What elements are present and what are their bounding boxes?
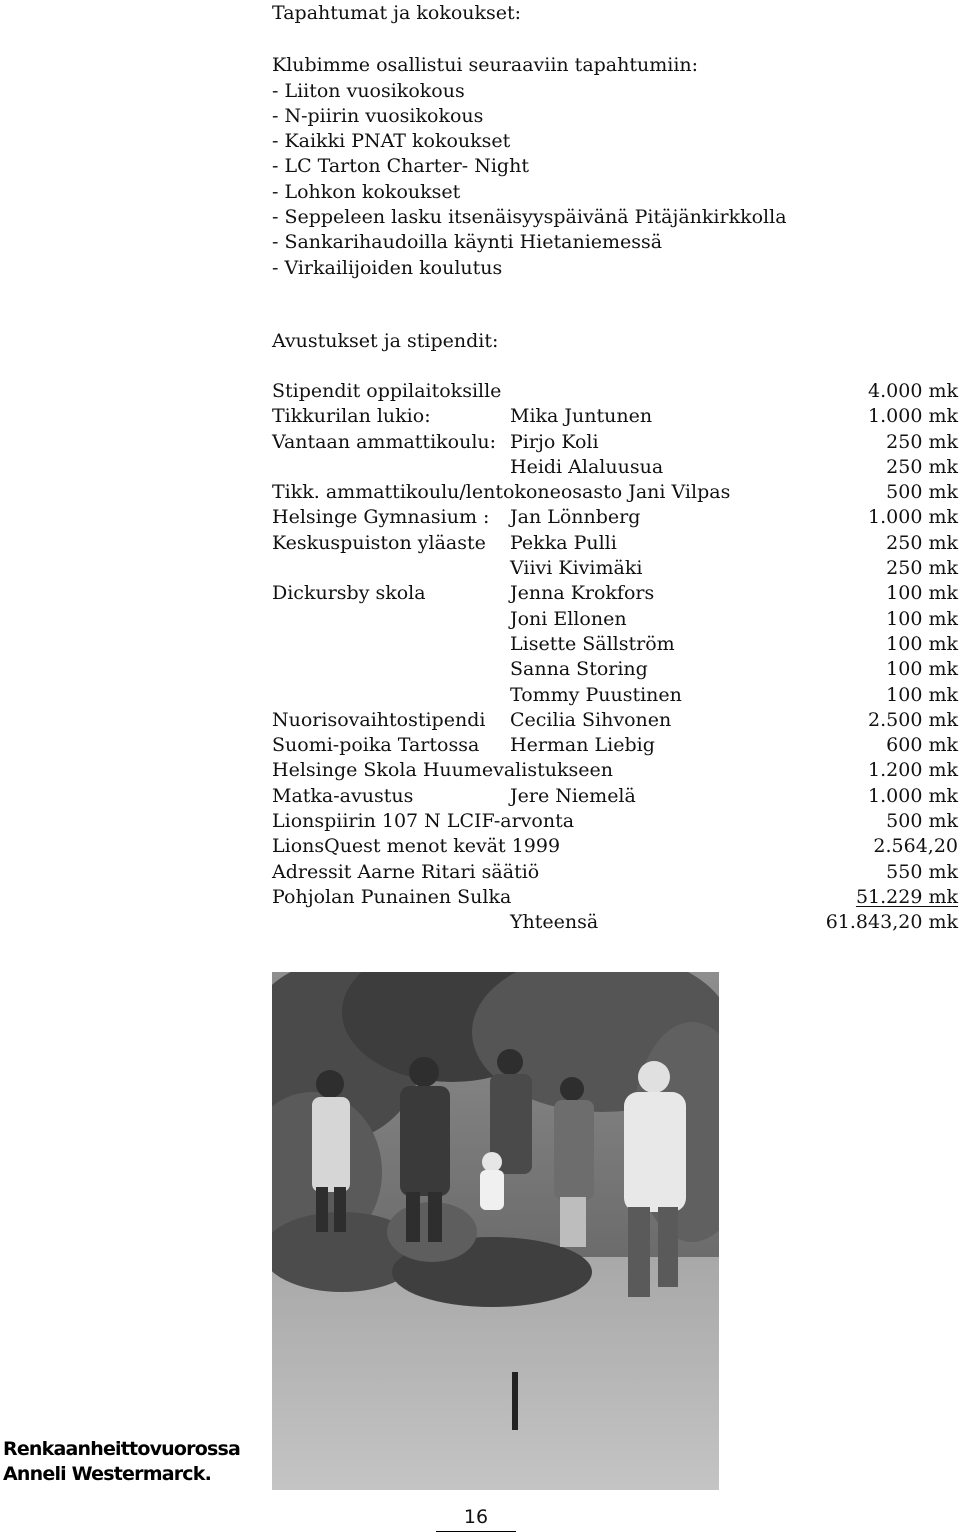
grant-recipient: Pekka Pulli bbox=[510, 531, 617, 554]
event-item: - Sankarihaudoilla käynti Hietaniemessä bbox=[272, 231, 663, 254]
grant-row bbox=[272, 505, 958, 530]
grant-recipient: Sanna Storing bbox=[510, 658, 648, 681]
grant-recipient: Jenna Krokfors bbox=[510, 582, 655, 605]
grant-amount: 100 mk bbox=[886, 607, 958, 630]
grant-label: Suomi-poika Tartossa bbox=[272, 734, 480, 757]
grant-row bbox=[272, 404, 958, 429]
event-item: - Seppeleen lasku itsenäisyyspäivänä Pitäjänkirkkolla bbox=[272, 206, 787, 229]
grant-label: Helsinge Gymnasium : bbox=[272, 506, 490, 529]
grant-recipient: Jan Lönnberg bbox=[510, 506, 641, 529]
grant-amount: 4.000 mk bbox=[868, 380, 958, 402]
caption-line: Anneli Westermarck. bbox=[3, 1463, 212, 1485]
grant-label: Stipendit oppilaitoksille bbox=[272, 380, 502, 402]
grant-label: Pohjolan Punainen Sulka bbox=[272, 885, 512, 908]
grant-label: Adressit Aarne Ritari säätiö bbox=[272, 860, 540, 883]
grant-row bbox=[272, 581, 958, 606]
grants-heading: Avustukset ja stipendit: bbox=[272, 330, 499, 352]
grant-amount: 2.564,20 bbox=[873, 835, 958, 858]
grant-amount: 1.000 mk bbox=[868, 506, 958, 529]
grant-row bbox=[272, 683, 958, 708]
grant-recipient: Mika Juntunen bbox=[510, 405, 653, 428]
event-item: - N-piirin vuosikokous bbox=[272, 104, 484, 127]
grant-row bbox=[272, 784, 958, 809]
grant-row bbox=[272, 860, 958, 885]
event-item: - LC Tarton Charter- Night bbox=[272, 155, 529, 178]
grant-label: Nuorisovaihtostipendi bbox=[272, 708, 486, 731]
grant-amount: 250 mk bbox=[886, 455, 958, 478]
grant-row bbox=[272, 379, 958, 404]
grant-amount: 500 mk bbox=[886, 810, 958, 833]
grant-row bbox=[272, 758, 958, 783]
grant-label: Helsinge Skola Huumevalistukseen bbox=[272, 759, 613, 782]
grant-recipient: Herman Liebig bbox=[510, 734, 655, 757]
grant-recipient: Heidi Alaluusua bbox=[510, 455, 664, 478]
photo-caption bbox=[3, 1437, 240, 1487]
grant-row bbox=[272, 430, 958, 455]
grant-row bbox=[272, 708, 958, 733]
grant-recipient: Jere Niemelä bbox=[510, 784, 636, 807]
grant-recipient: Tommy Puustinen bbox=[510, 683, 682, 706]
grant-amount: 250 mk bbox=[886, 430, 958, 453]
grant-recipient: Lisette Sällström bbox=[510, 632, 675, 655]
grant-label: Tikkurilan lukio: bbox=[272, 405, 431, 428]
grant-label: Tikk. ammattikoulu/lentokoneosasto Jani Vilpas bbox=[272, 481, 731, 504]
caption-line: Renkaanheittovuorossa bbox=[3, 1438, 241, 1460]
grant-recipient: Viivi Kivimäki bbox=[510, 557, 643, 580]
grant-label: LionsQuest menot kevät 1999 bbox=[272, 835, 561, 858]
grant-row bbox=[272, 531, 958, 556]
grant-amount: 250 mk bbox=[886, 557, 958, 580]
grant-row bbox=[272, 455, 958, 480]
grant-amount: 500 mk bbox=[886, 481, 958, 504]
grant-label: Matka-avustus bbox=[272, 784, 414, 807]
grant-row bbox=[272, 480, 958, 505]
grant-recipient: Joni Ellonen bbox=[510, 607, 627, 630]
grant-recipient: Cecilia Sihvonen bbox=[510, 708, 672, 731]
events-heading: Tapahtumat ja kokoukset: bbox=[272, 2, 522, 24]
grant-amount: 1.000 mk bbox=[868, 405, 958, 428]
grant-label: Lionspiirin 107 N LCIF-arvonta bbox=[272, 810, 575, 833]
grant-total-row bbox=[272, 910, 958, 935]
grant-total-label: Yhteensä bbox=[510, 911, 599, 934]
grant-amount: 1.000 mk bbox=[868, 784, 958, 807]
grant-row bbox=[272, 733, 958, 758]
grant-total-amount: 61.843,20 mk bbox=[825, 911, 958, 934]
grant-row bbox=[272, 556, 958, 581]
grant-recipient: Pirjo Koli bbox=[510, 430, 599, 453]
photo bbox=[272, 972, 719, 1490]
grant-row bbox=[272, 809, 958, 834]
grant-amount: 250 mk bbox=[886, 531, 958, 554]
event-item: - Virkailijoiden koulutus bbox=[272, 256, 503, 279]
grant-label: Keskuspuiston yläaste bbox=[272, 531, 486, 554]
grant-amount: 600 mk bbox=[886, 734, 958, 757]
grant-amount: 100 mk bbox=[886, 582, 958, 605]
event-item: - Liiton vuosikokous bbox=[272, 79, 465, 102]
grants-table bbox=[272, 379, 958, 936]
grant-amount: 100 mk bbox=[886, 658, 958, 681]
event-item: - Lohkon kokoukset bbox=[272, 180, 461, 203]
grant-row bbox=[272, 657, 958, 682]
grant-row bbox=[272, 632, 958, 657]
grant-amount: 550 mk bbox=[886, 860, 958, 883]
grant-amount: 100 mk bbox=[886, 683, 958, 706]
grant-amount: 100 mk bbox=[886, 632, 958, 655]
grant-row bbox=[272, 834, 958, 859]
grant-amount: 1.200 mk bbox=[868, 759, 958, 782]
events-section bbox=[272, 0, 787, 281]
grant-row bbox=[272, 885, 958, 910]
events-intro: Klubimme osallistui seuraaviin tapahtumiin: bbox=[272, 54, 699, 77]
photo-image bbox=[272, 972, 719, 1490]
grant-label: Vantaan ammattikoulu: bbox=[272, 430, 497, 453]
grant-label: Dickursby skola bbox=[272, 582, 426, 605]
grant-amount: 51.229 mk bbox=[855, 885, 958, 908]
grant-row bbox=[272, 607, 958, 632]
event-item: - Kaikki PNAT kokoukset bbox=[272, 130, 511, 153]
grant-amount: 2.500 mk bbox=[868, 708, 958, 731]
page-number: 16 bbox=[436, 1505, 516, 1532]
